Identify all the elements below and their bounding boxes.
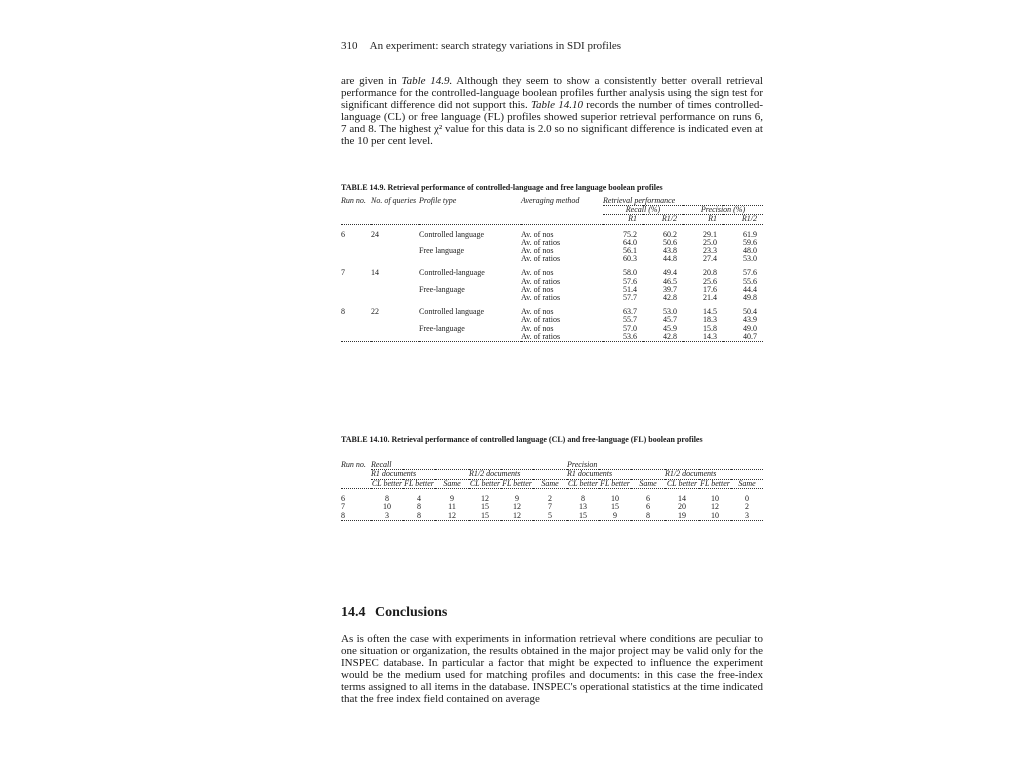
table-cell: 57.6	[743, 268, 757, 278]
table-cell: 8	[341, 512, 371, 521]
column-group-header: Recall (%)	[603, 206, 683, 215]
table-cell	[371, 333, 419, 342]
table-cell: 12	[481, 493, 489, 503]
column-group-header: Precision (%)	[683, 206, 763, 215]
table-cell: Free-language	[419, 323, 465, 333]
column-header: FL better	[502, 478, 532, 488]
table-cell: 45.7	[663, 315, 677, 325]
table-cell: 14	[678, 493, 686, 503]
table-reference: Table 14.9.	[401, 75, 453, 87]
table-cell	[419, 333, 521, 342]
column-header: R1	[683, 215, 723, 224]
table-cell: 24	[371, 229, 379, 239]
column-group-header: R1 documents	[371, 470, 469, 479]
table-cell: 5	[533, 512, 567, 521]
table-cell: 15	[481, 502, 489, 512]
table-cell: 12	[711, 502, 719, 512]
table-cell: 59.6	[743, 237, 757, 247]
table-cell	[341, 286, 371, 294]
table-cell: 57.6	[623, 276, 637, 286]
table-cell: 58.0	[623, 268, 637, 278]
table-cell	[371, 325, 419, 333]
table-cell: 50.4	[743, 307, 757, 317]
column-header: Same	[631, 479, 665, 488]
table-caption: TABLE 14.10. Retrieval performance of controlled language (CL) and free-language (FL) boolean profiles	[341, 435, 703, 444]
table-cell: 3	[371, 512, 403, 521]
table-cell: 20	[678, 502, 686, 512]
table-cell: 6	[341, 229, 345, 239]
column-group-header: Retrieval performance	[603, 197, 763, 206]
column-header: Profile type	[419, 197, 521, 224]
table-cell: Av. of nos	[521, 284, 554, 294]
running-title: An experiment: search strategy variations in SDI profiles	[369, 40, 622, 52]
table-14-10	[341, 461, 763, 521]
table-cell: 43.8	[663, 246, 677, 256]
column-header: R1/2	[723, 215, 763, 224]
table-cell: 53.6	[603, 333, 643, 342]
para-text: Although they seem to show a consistently better overall retrieval performance for the controlled-language boolean profiles further analysis using the sign test for significant difference did not support this.	[341, 75, 763, 111]
table-cell: 43.9	[743, 315, 757, 325]
table-cell	[341, 333, 371, 342]
column-header: CL better	[666, 478, 698, 488]
table-cell: 48.0	[743, 246, 757, 256]
table-cell: 8	[581, 493, 585, 503]
table-cell: 42.8	[663, 293, 677, 303]
table-cell: 9	[450, 493, 454, 503]
table-row	[341, 512, 763, 521]
table-cell: Av. of ratios	[521, 237, 561, 247]
column-header: R1/2	[643, 215, 683, 224]
table-cell: 15	[567, 512, 599, 521]
table-cell	[371, 255, 419, 263]
table-row	[341, 294, 763, 302]
column-header: FL better	[600, 478, 630, 488]
column-header: Run no.	[341, 197, 371, 224]
table-cell: 55.6	[743, 276, 757, 286]
column-header: FL better	[700, 478, 730, 488]
table-cell: 0	[745, 493, 749, 503]
table-cell: Free language	[419, 246, 465, 256]
table-cell	[341, 247, 371, 255]
table-row	[341, 503, 763, 511]
table-cell: 8	[631, 512, 665, 521]
table-cell: 39.7	[663, 284, 677, 294]
table-cell: Controlled-language	[419, 268, 485, 278]
table-cell	[371, 316, 419, 324]
table-14-9	[341, 197, 763, 342]
column-header: CL better	[567, 478, 599, 488]
table-caption: TABLE 14.9. Retrieval performance of controlled-language and free language boolean profiles	[341, 183, 663, 192]
table-cell: Av. of ratios	[521, 333, 603, 342]
table-cell: 17.6	[703, 284, 717, 294]
table-cell: 4	[417, 493, 421, 503]
table-cell: 40.7	[723, 333, 763, 342]
table-cell: 12	[435, 512, 469, 521]
table-cell	[371, 278, 419, 286]
table-cell	[341, 316, 371, 324]
table-cell: 46.5	[663, 276, 677, 286]
table-cell: 6	[646, 493, 650, 503]
table-cell: 45.9	[663, 323, 677, 333]
table-row	[341, 333, 763, 342]
table-cell: Av. of nos	[521, 323, 554, 333]
table-cell: 25.6	[703, 276, 717, 286]
table-cell	[341, 239, 371, 247]
table-header-row	[341, 479, 763, 488]
table-cell: 64.0	[623, 237, 637, 247]
table-header-row	[341, 470, 763, 479]
table-cell: 42.8	[643, 333, 683, 342]
table-cell: 61.9	[743, 229, 757, 239]
section-title: Conclusions	[375, 605, 448, 620]
table-cell	[419, 255, 521, 263]
para-text: are given in	[341, 75, 402, 87]
table-cell: Av. of nos	[521, 307, 554, 317]
table-cell: 10	[383, 502, 391, 512]
table-reference: Table 14.10	[530, 99, 583, 111]
table-cell: Av. of nos	[521, 268, 554, 278]
section-heading	[341, 605, 447, 621]
table-cell: Controlled language	[419, 229, 485, 239]
table-cell: 51.4	[623, 284, 637, 294]
table-cell: 29.1	[703, 229, 717, 239]
table-cell: 15	[469, 512, 501, 521]
table-cell: Av. of nos	[521, 229, 554, 239]
table-cell: 75.2	[623, 229, 637, 239]
table-cell: 14.5	[703, 307, 717, 317]
table-cell: 18.3	[703, 315, 717, 325]
conclusions-paragraph: As is often the case with experiments in information retrieval where conditions are peculiar to one situation or organization, the results obtained in the major project may be valid only for the INSPEC database. In particular a factor that might be expected to influence the experiment would be the medium used for matching profiles and documents: in this case the free-index terms assigned to all items in the database. INSPEC's operational statistics at the time indicated that the free index field contained on average	[341, 633, 763, 705]
table-cell: 2	[548, 493, 552, 503]
table-row	[341, 255, 763, 263]
table-cell: 21.4	[703, 293, 717, 303]
table-cell: 57.7	[623, 293, 637, 303]
table-cell: 44.4	[743, 284, 757, 294]
table-cell: 9	[599, 512, 631, 521]
table-cell: Av. of ratios	[521, 293, 561, 303]
table-cell	[371, 294, 419, 302]
column-group-header: Recall	[371, 461, 567, 470]
table-cell	[341, 325, 371, 333]
column-group-header: Precision	[567, 461, 763, 470]
table-cell	[341, 255, 371, 263]
column-header: Same	[731, 479, 763, 488]
section-number: 14.4	[341, 605, 366, 620]
table-cell: 49.0	[743, 323, 757, 333]
column-header: No. of queries	[371, 197, 419, 224]
column-header: Same	[435, 479, 469, 488]
table-cell: 12	[501, 512, 533, 521]
column-header: FL better	[404, 478, 434, 488]
table-cell: 2	[745, 502, 749, 512]
table-cell	[419, 294, 521, 302]
table-cell: 60.3	[623, 254, 637, 264]
table-cell: 3	[731, 512, 763, 521]
table-cell: Av. of ratios	[521, 254, 561, 264]
table-header-row	[341, 197, 763, 206]
table-cell: Av. of ratios	[521, 315, 561, 325]
column-group-header: R1/2 documents	[665, 470, 763, 479]
table-cell: 7	[341, 502, 345, 512]
table-cell: 8	[385, 493, 389, 503]
table-cell: 12	[513, 502, 521, 512]
table-cell: 15	[611, 502, 619, 512]
table-cell	[371, 247, 419, 255]
table-cell: 20.8	[703, 268, 717, 278]
table-cell	[371, 286, 419, 294]
table-cell: 14	[371, 268, 379, 278]
table-cell: 57.0	[623, 323, 637, 333]
table-cell: 14.3	[683, 333, 723, 342]
table-cell: Controlled language	[419, 307, 485, 317]
table-cell: 22	[371, 307, 379, 317]
table-cell: 7	[341, 268, 345, 278]
table-cell: 13	[579, 502, 587, 512]
table-cell: 63.7	[623, 307, 637, 317]
table-cell: 56.1	[623, 246, 637, 256]
table-cell: 44.8	[663, 254, 677, 264]
table-cell	[341, 294, 371, 302]
table-cell: 55.7	[623, 315, 637, 325]
table-cell: 27.4	[703, 254, 717, 264]
table-cell	[341, 278, 371, 286]
table-cell: 49.4	[663, 268, 677, 278]
table-cell: Av. of nos	[521, 246, 554, 256]
column-header: CL better	[371, 478, 403, 488]
table-cell: 60.2	[663, 229, 677, 239]
table-cell: 19	[665, 512, 699, 521]
table-cell: 23.3	[703, 246, 717, 256]
table-cell: 25.0	[703, 237, 717, 247]
table-cell: 8	[341, 307, 345, 317]
table-cell: 6	[341, 493, 345, 503]
table-cell: 6	[646, 502, 650, 512]
table-cell: 50.6	[663, 237, 677, 247]
table-cell: 53.0	[663, 307, 677, 317]
page-number: 310	[341, 40, 358, 52]
column-header: CL better	[469, 478, 501, 488]
intro-paragraph	[341, 75, 763, 147]
column-header: Averaging method	[521, 197, 603, 224]
table-cell: Free-language	[419, 284, 465, 294]
column-header: Same	[533, 479, 567, 488]
table-cell: 10	[699, 512, 731, 521]
column-group-header: R1 documents	[567, 470, 665, 479]
table-cell: 53.0	[743, 254, 757, 264]
table-cell: Av. of ratios	[521, 276, 561, 286]
column-group-header: R1/2 documents	[469, 470, 567, 479]
table-cell: 49.8	[743, 293, 757, 303]
table-cell: 11	[448, 502, 456, 512]
table-cell: 15.8	[703, 323, 717, 333]
table-cell: 10	[711, 493, 719, 503]
table-row	[341, 495, 763, 503]
column-header: Run no.	[341, 461, 371, 488]
table-cell: 8	[417, 502, 421, 512]
table-cell	[371, 239, 419, 247]
para-text: records the number of times controlled-language (CL) or free language (FL) profiles showed superior retrieval performance on runs 6, 7 and 8. The highest χ² value for this data is 2.0 so no significant difference is indicated even at the 10 per cent level.	[341, 99, 763, 147]
table-cell: 10	[611, 493, 619, 503]
table-cell: 9	[515, 493, 519, 503]
running-header	[341, 40, 621, 52]
table-cell: 7	[548, 502, 552, 512]
column-header: R1	[603, 215, 643, 224]
table-cell: 8	[403, 512, 435, 521]
